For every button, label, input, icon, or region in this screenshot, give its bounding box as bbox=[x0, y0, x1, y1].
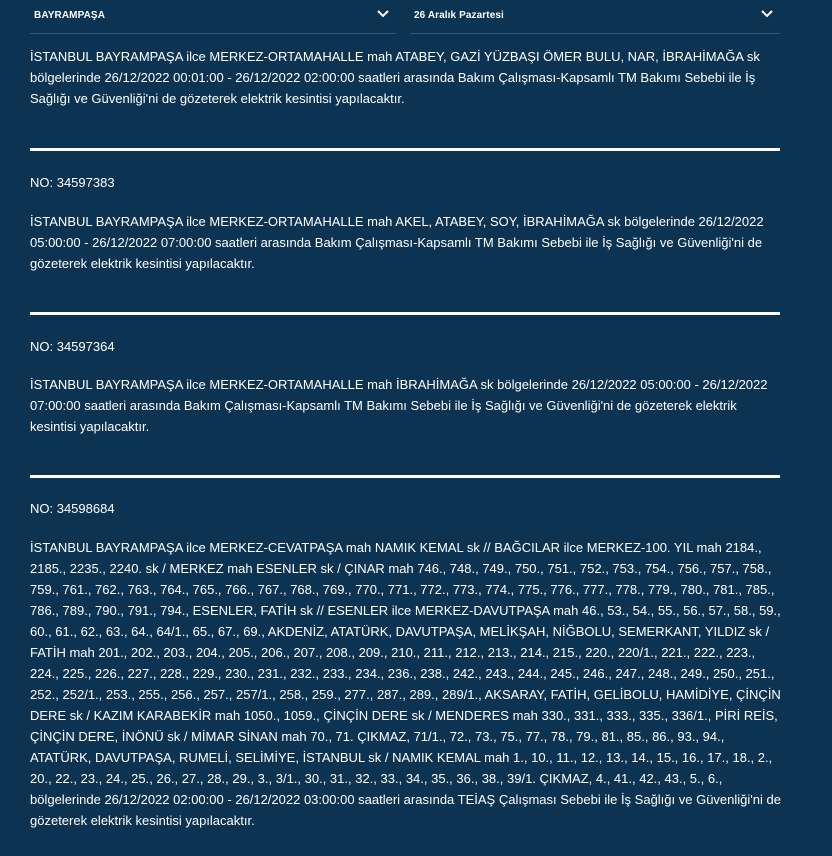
notice-number: NO: 34597364 bbox=[30, 339, 115, 354]
chevron-down-icon bbox=[760, 9, 774, 19]
district-select[interactable] bbox=[30, 0, 396, 34]
notice-item bbox=[30, 537, 782, 831]
divider bbox=[30, 475, 780, 478]
notice-number: NO: 34597383 bbox=[30, 175, 115, 190]
notice-text: İSTANBUL BAYRAMPAŞA ilce MERKEZ-CEVATPAŞA mah NAMIK KEMAL sk // BAĞCILAR ilce MERKEZ-100. YIL mah 2184., 2185., 2235., 2240. sk / MERKEZ mah ESENLER sk / ÇINAR mah 746., 748., 749., 750., 751., 752., 753., 754., 756., 757., 758., 759., 761., 762., 763., 764., 765., 766., 767., 768., 769., 770., 771., 772., 773., 774., 775., 776., 777., 778., 779., 780., 781., 785., 786., 789., 790., 791., 794., ESENLER, FATİH sk // ESENLER ilce MERKEZ-DAVUTPAŞA mah 46., 53., 54., 55., 56., 57., 58., 59., 60., 61., 62., 63., 64., 64/1., 65., 67., 69., AKDENİZ, ATATÜRK, DAVUTPAŞA, MELİKŞAH, NİĞBOLU, SEMERKANT, YILDIZ sk / FATİH mah 201., 202., 203., 204., 205., 206., 207., 208., 209., 210., 211., 212., 213., 214., 215., 220., 220/1., 221., 222., 223., 224., 225., 226., 227., 228., 229., 230., 231., 232., 233., 234., 236., 238., 242., 243., 244., 245., 246., 247., 248., 249., 250., 251., 252., 252/1., 253., 255., 256., 257., 257/1., 258., 259., 277., 287., 289., 289/1., AKSARAY, FATİH, GELİBOLU, HAMİDİYE, ÇİNÇİN DERE sk / KAZIM KARABEKİR mah 1050., 1059., ÇİNÇİN DERE sk / MENDERES mah 330., 331., 333., 335., 336/1., PİRİ REİS, ÇİNÇİN DERE, İNÖNÜ sk / MİMAR SİNAN mah 70., 71. ÇIKMAZ, 71/1., 72., 73., 75., 77., 78., 79., 81., 85., 86., 93., 94., ATATÜRK, DAVUTPAŞA, RUMELİ, SELİMİYE, İSTANBUL sk / NAMIK KEMAL mah 1., 10., 11., 12., 13., 14., 15., 16., 17., 18., 2., 20., 22., 23., 24., 25., 26., 27., 28., 29., 3., 3/1., 30., 31., 32., 33., 34., 35., 36., 38., 39/1. ÇIKMAZ, 4., 41., 42., 43., 5., 6., bölgelerinde 26/12/2022 02:00:00 - 26/12/2022 03:00:00 saatleri arasında TEİAŞ Çalışması Sebebi ile İş Sağlığı ve Güvenliği'ni de gözeterek elektrik kesintisi yapılacaktır. bbox=[30, 540, 781, 828]
date-select-value: 26 Aralık Pazartesi bbox=[414, 10, 504, 21]
notice-number: NO: 34598684 bbox=[30, 501, 115, 516]
chevron-down-icon bbox=[376, 9, 390, 19]
notice-text: İSTANBUL BAYRAMPAŞA ilce MERKEZ-ORTAMAHALLE mah İBRAHİMAĞA sk bölgelerinde 26/12/2022 05:00:00 - 26/12/2022 07:00:00 saatleri arasında Bakım Çalışması-Kapsamlı TM Bakımı Sebebi ile İş Sağlığı ve Güvenliği'ni de gözeterek elektrik kesintisi yapılacaktır. bbox=[30, 377, 768, 434]
notice-item bbox=[30, 211, 782, 274]
district-select-value: BAYRAMPAŞA bbox=[34, 10, 106, 21]
notice-text: İSTANBUL BAYRAMPAŞA ilce MERKEZ-ORTAMAHALLE mah AKEL, ATABEY, SOY, İBRAHİMAĞA sk bölgelerinde 26/12/2022 05:00:00 - 26/12/2022 07:00:00 saatleri arasında Bakım Çalışması-Kapsamlı TM Bakımı Sebebi ile İş Sağlığı ve Güvenliği'ni de gözeterek elektrik kesintisi yapılacaktır. bbox=[30, 214, 764, 271]
notice-text: İSTANBUL BAYRAMPAŞA ilce MERKEZ-ORTAMAHALLE mah ATABEY, GAZİ YÜZBAŞI ÖMER BULU, NAR, İBRAHİMAĞA sk bölgelerinde 26/12/2022 00:01:00 - 26/12/2022 02:00:00 saatleri arasında Bakım Çalışması-Kapsamlı TM Bakımı Sebebi ile İş Sağlığı ve Güvenliği'ni de gözeterek elektrik kesintisi yapılacaktır. bbox=[30, 49, 760, 106]
divider bbox=[30, 312, 780, 315]
notice-item bbox=[30, 46, 782, 109]
divider bbox=[30, 148, 780, 151]
date-select[interactable] bbox=[410, 0, 780, 34]
notice-item bbox=[30, 374, 782, 437]
